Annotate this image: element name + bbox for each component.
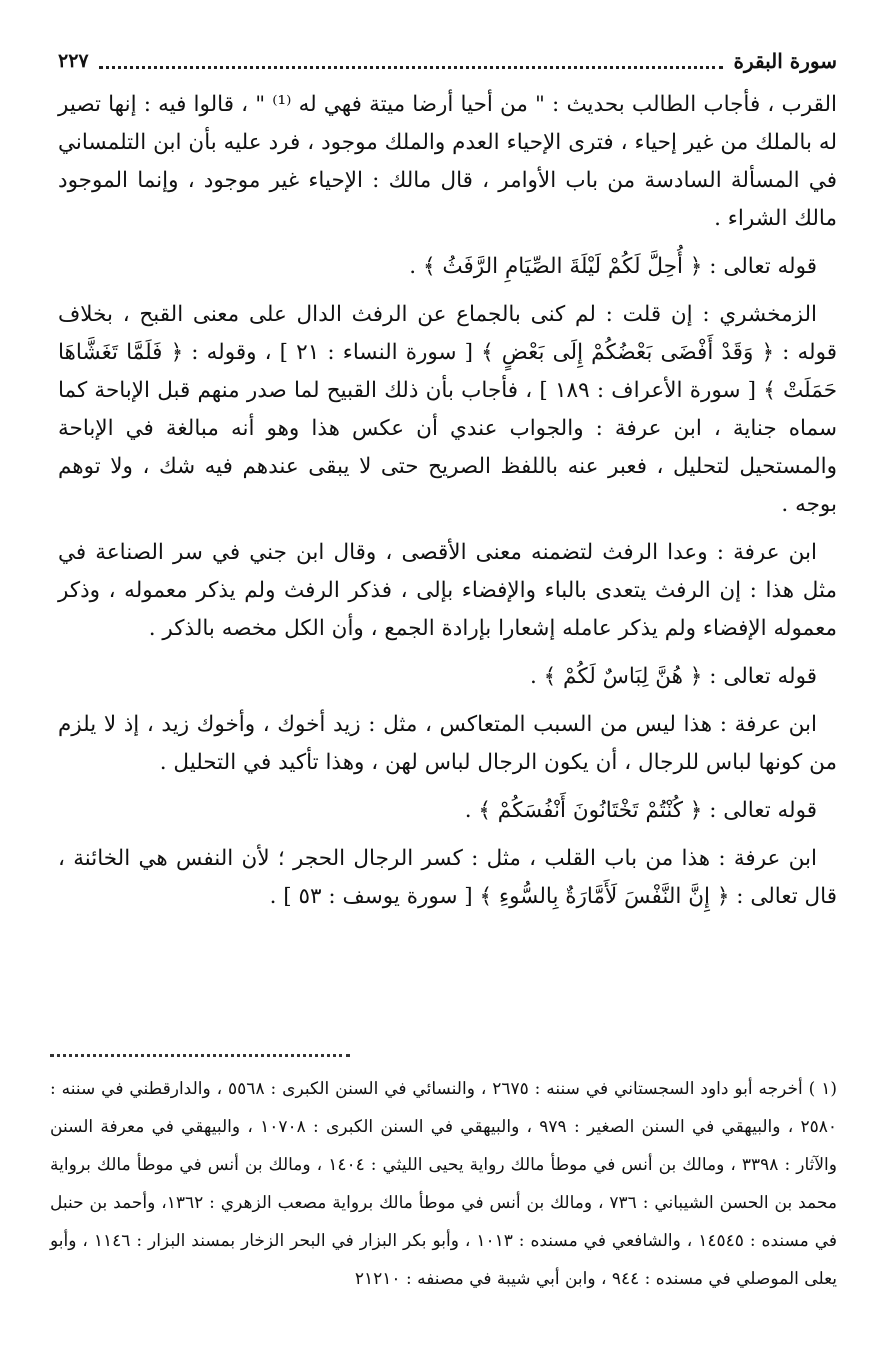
footnote: (١ ) أخرجه أبو داود السجستاني في سننه : ٢٦٧٥ ، والنسائي في السنن الكبرى : ٥٥٦٨ ، والدارقطني في سننه : ٢٥٨٠ ، والبيهقي في السنن الصغير : ٩٧٩ ، والبيهقي في السنن الكبرى : ١٠٧٠٨ ، والبيهقي في معرفة السنن والآثار : ٣٣٩٨ ، ومالك بن أنس في موطأ مالك رواية يحيى الليثي : ١٤٠٤ ، ومالك بن أنس في موطأ مالك برواية محمد بن الحسن الشيباني : ٧٣٦ ، ومالك بن أنس في موطأ مالك برواية مصعب الزهري : ١٣٦٢، وأحمد بن حنبل في مسنده : ١٤٥٤٥ ، والشافعي في مسنده : ١٠١٣ ، وأبو بكر البزار في البحر الزخار بمسند البزار : ١١٤٦ ، وأبو يعلى الموصلي في مسنده : ٩٤٤ ، وابن أبي شيبة في مصنفه : ٢١٢١٠ [50, 1079, 838, 1289]
paragraph: القرب ، فأجاب الطالب بحديث : " من أحيا أرضا ميتة فهي له ⁽¹⁾ " ، قالوا فيه : إنها تصير له بالملك من غير إحياء ، فترى الإحياء العدم والملك موجود ، فرد عليه بأن ابن التلمساني في المسألة السادسة من باب الأوامر ، قال مالك : الإحياء غير موجود ، وإنما الموجود مالك الشراء . [58, 92, 837, 231]
page-number: ٢٢٧ [58, 50, 89, 72]
header-dotted-rule [99, 66, 724, 69]
verse-heading: قوله تعالى : ﴿ هُنَّ لِبَاسٌ لَكُمْ ﴾ . [529, 664, 817, 689]
paragraph: الزمخشري : إن قلت : لم كنى بالجماع عن الرفث الدال على معنى القبح ، بخلاف قوله : ﴿ وَقَدْ أَفْضَى بَعْضُكُمْ إِلَى بَعْضٍ ﴾ [ سورة النساء : ٢١ ] ، وقوله : ﴿ فَلَمَّا تَغَشَّاهَا حَمَلَتْ ﴾ [ سورة الأعراف : ١٨٩ ] ، فأجاب بأن ذلك القبيح لما صدر منهم قبل الإباحة كما سماه جناية ، ابن عرفة : والجواب عندي أن عكس هذا وهو أنه مبالغة في الإباحة والمستحيل لتحليل ، فعبر عنه باللفظ الصريح حتى لا يبقى عندهم فيه شك ، ولا توهم بوجه . [58, 302, 837, 517]
paragraph: ابن عرفة : هذا من باب القلب ، مثل : كسر الرجال الحجر ؛ لأن النفس هي الخائنة ، قال تعالى : ﴿ إِنَّ النَّفْسَ لَأَمَّارَةٌ بِالسُّوءِ ﴾ [ سورة يوسف : ٥٣ ] . [58, 846, 837, 909]
running-header [58, 38, 837, 84]
paragraph: ابن عرفة : وعدا الرفث لتضمنه معنى الأقصى ، وقال ابن جني في سر الصناعة في مثل هذا : إن الرفث يتعدى بالباء والإفضاء بإلى ، فذكر الرفث ولم يذكر معموله ، وذكر معموله الإفضاء ولم يذكر عامله إشعارا بإرادة الجمع ، وأن الكل مخصه بالذكر . [58, 540, 837, 641]
main-text [58, 86, 837, 926]
surah-name: سورة البقرة [733, 49, 837, 73]
footnote-separator [50, 1054, 350, 1057]
footnotes [50, 1070, 837, 1298]
paragraph: ابن عرفة : هذا ليس من السبب المتعاكس ، مثل : زيد أخوك ، وأخوك زيد ، إذ لا يلزم من كونها لباس للرجال ، أن يكون الرجال لباس لهن ، وهذا تأكيد في التحليل . [58, 712, 837, 775]
verse-heading: قوله تعالى : ﴿ كُنْتُمْ تَخْتَانُونَ أَنْفُسَكُمْ ﴾ . [464, 798, 817, 823]
verse-heading: قوله تعالى : ﴿ أُحِلَّ لَكُمْ لَيْلَةَ الصِّيَامِ الرَّفَثُ ﴾ . [409, 254, 817, 279]
